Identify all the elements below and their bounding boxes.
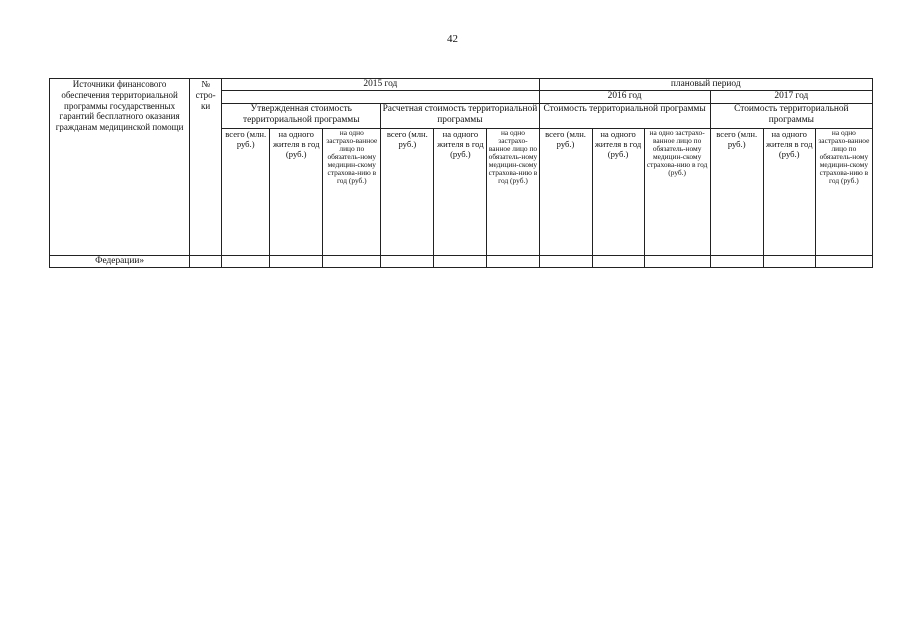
table-cell <box>539 255 592 267</box>
header-2015-spacer <box>222 91 539 103</box>
header-calculated-cost: Расчетная стоимость территориальной программы <box>381 103 539 128</box>
table-cell <box>222 255 270 267</box>
col-total-2016: всего (млн. руб.) <box>539 128 592 255</box>
header-year-2017: 2017 год <box>710 91 872 103</box>
header-row-number: № стро-ки <box>190 79 222 256</box>
table-cell <box>190 255 222 267</box>
table-cell <box>710 255 763 267</box>
table-cell <box>644 255 710 267</box>
page-number: 42 <box>447 33 458 45</box>
table-cell <box>815 255 872 267</box>
table-cell <box>592 255 644 267</box>
col-per-resident-2017: на одного жителя в год (руб.) <box>763 128 815 255</box>
table-cell <box>434 255 487 267</box>
header-year-2016: 2016 год <box>539 91 710 103</box>
header-cost-2017: Стоимость территориальной программы <box>710 103 872 128</box>
col-per-resident-2015-approved: на одного жителя в год (руб.) <box>270 128 323 255</box>
table-cell <box>270 255 323 267</box>
col-per-insured-2016: на одно застрахо-ванное лицо по обязатель-ному медицин-скому страхова-нию в год (руб.) <box>644 128 710 255</box>
header-approved-cost: Утвержденная стоимость территориальной программы <box>222 103 381 128</box>
header-cost-2016: Стоимость территориальной программы <box>539 103 710 128</box>
financing-table <box>49 78 873 268</box>
header-funding-sources: Источники финансового обеспечения территориальной программы государственных гарантий бесплатного оказания гражданам медицинской помощи <box>50 79 190 256</box>
col-total-2015-calculated: всего (млн. руб.) <box>381 128 434 255</box>
col-per-insured-2015-calculated: на одно застрахо-ванное лицо по обязатель-ному медицин-скому страхова-нию в год (руб.) <box>487 128 539 255</box>
col-total-2017: всего (млн. руб.) <box>710 128 763 255</box>
row-label: Федерации» <box>50 255 190 267</box>
col-per-resident-2015-calculated: на одного жителя в год (руб.) <box>434 128 487 255</box>
table-cell <box>763 255 815 267</box>
col-per-insured-2015-approved: на одно застрахо-ванное лицо по обязатель-ному медицин-скому страхова-нию в год (руб.) <box>323 128 381 255</box>
table-cell <box>323 255 381 267</box>
header-year-2015: 2015 год <box>222 79 539 91</box>
col-total-2015-approved: всего (млн. руб.) <box>222 128 270 255</box>
table-row <box>50 255 873 267</box>
col-per-insured-2017: на одно застрахо-ванное лицо по обязатель-ному медицин-скому страхова-нию в год (руб.) <box>815 128 872 255</box>
header-planned-period: плановый период <box>539 79 872 91</box>
table-cell <box>487 255 539 267</box>
table-cell <box>381 255 434 267</box>
col-per-resident-2016: на одного жителя в год (руб.) <box>592 128 644 255</box>
